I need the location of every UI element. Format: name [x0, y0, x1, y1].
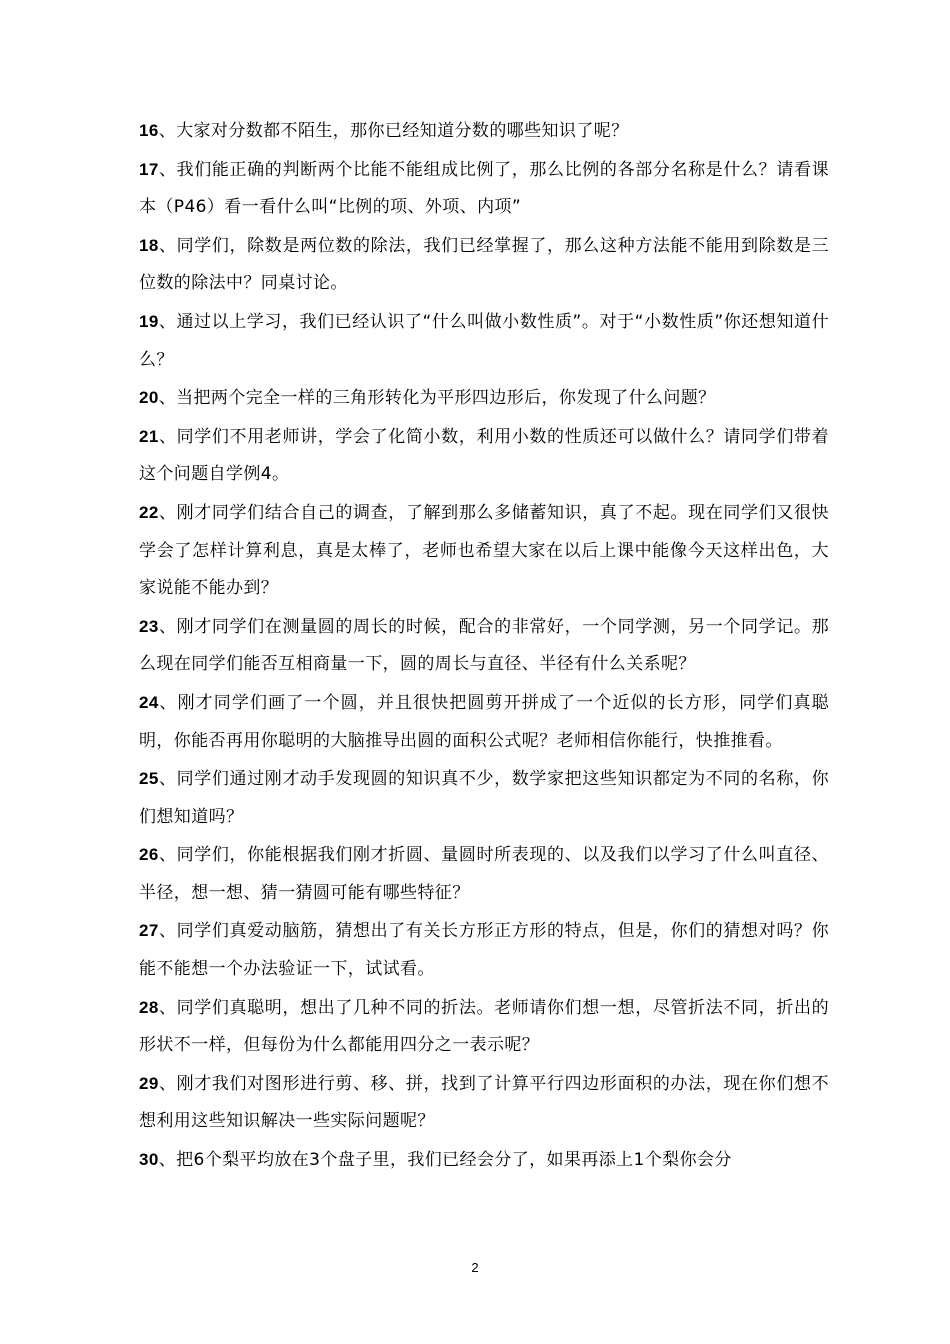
item-number: 16 [139, 121, 159, 140]
list-item [139, 112, 829, 151]
item-separator: 、 [158, 1150, 177, 1171]
item-text: 刚才同学们在测量圆的周长的时候，配合的非常好，一个同学测，另一个同学记。那么现在同学们能否互相商量一下，圆的周长与直径、半径有什么关系呢？ [139, 616, 829, 675]
item-number: 18 [139, 235, 159, 255]
list-item [139, 379, 829, 418]
list-item [139, 989, 829, 1065]
item-number: 20 [139, 388, 159, 408]
item-number: 27 [139, 921, 159, 941]
item-separator: 、 [158, 616, 177, 637]
item-text: 刚才同学们结合自己的调查，了解到那么多储蓄知识，真了不起。现在同学们又很快学会了怎样计算利息，真是太棒了，老师也希望大家在以后上课中能像今天这样出色，大家说能不能办到？ [139, 502, 829, 599]
item-separator: 、 [158, 159, 177, 180]
item-separator: 、 [158, 388, 177, 409]
item-number: 22 [139, 502, 159, 522]
item-separator: 、 [158, 1073, 177, 1094]
item-number: 30 [139, 1150, 159, 1170]
list-item [139, 494, 829, 608]
item-separator: 、 [158, 997, 177, 1018]
item-number: 24 [139, 692, 159, 712]
list-item [139, 1065, 829, 1141]
item-number: 23 [139, 616, 159, 636]
item-separator: 、 [158, 426, 177, 447]
item-separator: 、 [158, 502, 177, 523]
item-text: 当把两个完全一样的三角形转化为平形四边形后，你发现了什么问题？ [176, 388, 716, 409]
item-separator: 、 [158, 845, 177, 866]
item-text: 同学们不用老师讲，学会了化简小数，利用小数的性质还可以做什么？请同学们带着这个问题自学例4。 [139, 426, 829, 485]
item-separator: 、 [158, 692, 178, 713]
item-text: 同学们，你能根据我们刚才折圆、量圆时所表现的、以及我们以学习了什么叫直径、半径，想一想、猜一猜圆可能有哪些特征？ [139, 845, 829, 903]
item-text: 刚才我们对图形进行剪、移、拼，找到了计算平行四边形面积的办法，现在你们想不想利用这些知识解决一些实际问题呢？ [139, 1073, 829, 1132]
question-list [139, 112, 829, 1180]
item-number: 29 [139, 1073, 159, 1093]
list-item [139, 760, 829, 836]
list-item [139, 418, 829, 494]
list-item [139, 684, 829, 760]
list-item [139, 608, 829, 684]
item-text: 我们能正确的判断两个比能不能组成比例了，那么比例的各部分名称是什么？请看课本（P46）看一看什么叫“比例的项、外项、内项” [139, 159, 829, 218]
item-text: 同学们真爱动脑筋，猜想出了有关长方形正方形的特点，但是，你们的猜想对吗？你能不能想一个办法验证一下，试试看。 [139, 921, 829, 980]
item-text: 同学们真聪明，想出了几种不同的折法。老师请你们想一想，尽管折法不同，折出的形状不一样，但每份为什么都能用四分之一表示呢？ [139, 997, 829, 1056]
list-item [139, 836, 829, 912]
item-text: 刚才同学们画了一个圆，并且很快把圆剪开拼成了一个近似的长方形，同学们真聪明，你能否再用你聪明的大脑推导出圆的面积公式呢？老师相信你能行，快推推看。 [139, 692, 829, 751]
list-item [139, 912, 829, 988]
item-text: 大家对分数都不陌生，那你已经知道分数的哪些知识了呢？ [176, 121, 629, 141]
item-separator: 、 [158, 121, 177, 141]
list-item [139, 227, 829, 303]
list-item [139, 1141, 829, 1180]
item-number: 25 [139, 769, 159, 789]
item-text: 同学们通过刚才动手发现圆的知识真不少，数学家把这些知识都定为不同的名称，你们想知道吗？ [139, 769, 829, 827]
item-number: 21 [139, 426, 159, 446]
list-item [139, 151, 829, 227]
item-separator: 、 [158, 769, 177, 790]
item-number: 19 [139, 311, 159, 331]
list-item [139, 303, 829, 379]
item-number: 17 [139, 159, 159, 179]
item-separator: 、 [158, 921, 177, 942]
item-text: 通过以上学习，我们已经认识了“什么叫做小数性质”。对于“小数性质”你还想知道什么？ [139, 311, 830, 370]
item-number: 26 [139, 845, 159, 865]
item-number: 28 [139, 997, 159, 1017]
item-separator: 、 [158, 235, 177, 256]
item-text: 同学们，除数是两位数的除法，我们已经掌握了，那么这种方法能不能用到除数是三位数的除法中？同桌讨论。 [139, 235, 829, 294]
page-number: 2 [471, 1260, 479, 1275]
item-separator: 、 [158, 311, 177, 332]
item-text: 把6个梨平均放在3个盘子里，我们已经会分了，如果再添上1个梨你会分 [176, 1150, 732, 1171]
